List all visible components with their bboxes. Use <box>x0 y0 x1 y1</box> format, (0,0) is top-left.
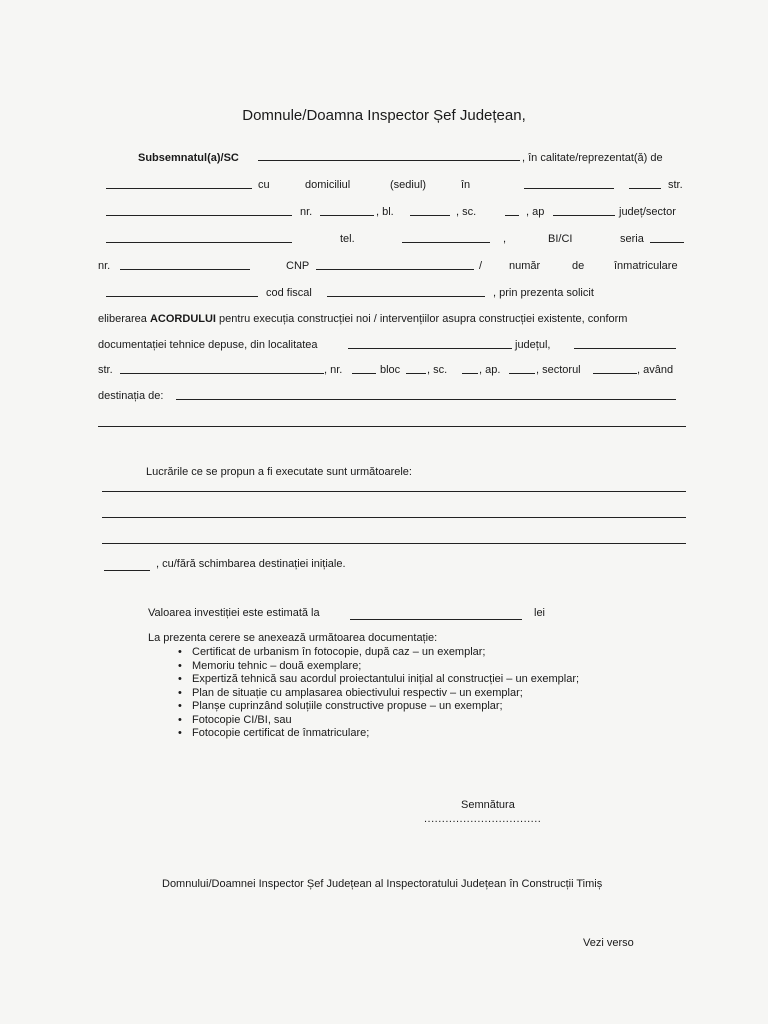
county-short-field[interactable] <box>629 188 661 189</box>
change-label: , cu/fără schimbarea destinației inițiale. <box>156 558 346 570</box>
list-item: • Planșe cuprinzând soluțiile constructive propuse – un exemplar; <box>178 700 579 714</box>
nr-field[interactable] <box>320 215 374 216</box>
bloc-field[interactable] <box>406 373 426 374</box>
sectorul-field[interactable] <box>593 373 637 374</box>
slash: / <box>479 260 483 272</box>
list-item: • Fotocopie CI/BI, sau <box>178 714 579 728</box>
works-line-3[interactable] <box>102 543 686 544</box>
reg-number-field[interactable] <box>106 296 258 297</box>
sc2-field[interactable] <box>462 373 478 374</box>
nr3-field[interactable] <box>352 373 376 374</box>
seria-label: seria <box>620 233 644 245</box>
footer-note: Vezi verso <box>583 937 634 949</box>
domiciliul-label: domiciliul <box>305 179 351 191</box>
currency-label: lei <box>534 607 546 619</box>
list-item: • Certificat de urbanism în fotocopie, după caz – un exemplar; <box>178 646 579 660</box>
ap2-label: , ap. <box>479 364 501 376</box>
cnp-label: CNP <box>286 260 310 272</box>
sc-label: , sc. <box>456 206 477 218</box>
nr2-label: nr. <box>98 260 111 272</box>
works-line-2[interactable] <box>102 517 686 518</box>
sectorul-label: , sectorul <box>536 364 581 376</box>
street-field[interactable] <box>106 215 292 216</box>
annex-intro: La prezenta cerere se anexează următoarea documentație: <box>148 632 438 644</box>
id-number-field[interactable] <box>120 269 250 270</box>
list-item: • Plan de situație cu amplasarea obiectivului respectiv – un exemplar; <box>178 687 579 701</box>
tel-field[interactable] <box>402 242 490 243</box>
seria-field[interactable] <box>650 242 684 243</box>
localitate-field[interactable] <box>348 348 512 349</box>
cod-fiscal-field[interactable] <box>327 296 485 297</box>
bloc-label: bloc <box>380 364 401 376</box>
destinatia-field[interactable] <box>176 399 676 400</box>
solicit-label: , prin prezenta solicit <box>493 287 594 299</box>
destinatia-label: destinația de: <box>98 390 164 402</box>
value-label: Valoarea investiției este estimată la <box>148 607 320 619</box>
tel-label: tel. <box>340 233 355 245</box>
list-item: • Memoriu tehnic – două exemplare; <box>178 660 579 674</box>
bl-label: , bl. <box>376 206 394 218</box>
avand-label: , având <box>637 364 674 376</box>
representative-field[interactable] <box>106 188 252 189</box>
list-item: • Expertiză tehnică sau acordul proiectantului inițial al construcției – un exemplar; <box>178 673 579 687</box>
ap-label: , ap <box>526 206 545 218</box>
cod-fiscal-label: cod fiscal <box>266 287 312 299</box>
works-line-1[interactable] <box>102 491 686 492</box>
annex-list <box>168 646 579 741</box>
calitate-label: , în calitate/reprezentat(ă) de <box>522 152 663 164</box>
cu-label: cu <box>258 179 270 191</box>
destinatia-field-2[interactable] <box>98 426 686 427</box>
str2-label: str. <box>98 364 113 376</box>
str2-field[interactable] <box>120 373 324 374</box>
judet-field[interactable] <box>106 242 292 243</box>
sediul-label: (sediul) <box>390 179 427 191</box>
addressee: Domnului/Doamnei Inspector Șef Județean al Inspectoratului Județean în Construcții Timiș <box>162 878 603 890</box>
nr3-label: , nr. <box>324 364 343 376</box>
signature-label: Semnătura <box>461 799 515 811</box>
bl-field[interactable] <box>410 215 450 216</box>
signature-field[interactable]: ................................. <box>424 813 542 825</box>
judetul-label: județul, <box>515 339 551 351</box>
subsemnatul-label: Subsemnatul(a)/SC <box>138 152 239 164</box>
ap-field[interactable] <box>553 215 615 216</box>
page-title: Domnule/Doamna Inspector Șef Județean, <box>242 107 526 124</box>
nr-label: nr. <box>300 206 313 218</box>
judet-sector-label: județ/sector <box>619 206 676 218</box>
de-label: de <box>572 260 585 272</box>
numar-label: număr <box>509 260 541 272</box>
locality-field[interactable] <box>524 188 614 189</box>
change-field[interactable] <box>104 570 150 571</box>
sc-field[interactable] <box>505 215 519 216</box>
documentatie-label: documentației tehnice depuse, din localitatea <box>98 339 318 351</box>
cnp-field[interactable] <box>316 269 474 270</box>
value-field[interactable] <box>350 619 522 620</box>
inmatriculare-label: înmatriculare <box>614 260 678 272</box>
str-label: str. <box>668 179 683 191</box>
sc2-label: , sc. <box>427 364 448 376</box>
name-field[interactable] <box>258 160 520 161</box>
bici-label: BI/CI <box>548 233 573 245</box>
works-label: Lucrările ce se propun a fi executate sunt următoarele: <box>146 466 412 478</box>
ap2-field[interactable] <box>509 373 535 374</box>
in-label: în <box>461 179 471 191</box>
list-item: • Fotocopie certificat de înmatriculare; <box>178 727 579 741</box>
comma: , <box>503 233 507 245</box>
request-text: eliberarea ACORDULUI pentru execuția construcției noi / intervențiilor asupra construcției existente, conform <box>98 313 628 325</box>
judetul-field[interactable] <box>574 348 676 349</box>
